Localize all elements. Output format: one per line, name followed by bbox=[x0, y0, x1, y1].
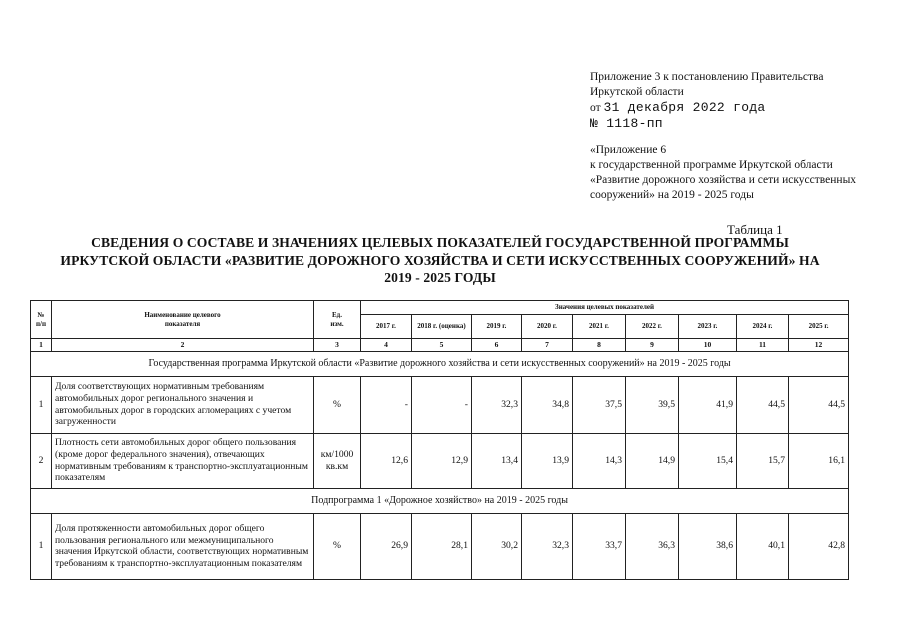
index-cell: 5 bbox=[412, 339, 472, 352]
app6-line4: сооружений» на 2019 - 2025 годы bbox=[590, 189, 754, 201]
row-name: Доля соответствующих нормативным требованиям автомобильных дорог регионального значения и автомобильных дорог в городских агломерациях с учетом загруженности bbox=[52, 376, 314, 433]
index-cell: 12 bbox=[789, 339, 849, 352]
index-cell: 2 bbox=[52, 339, 314, 352]
row-value: 34,8 bbox=[522, 376, 573, 433]
header-year: 2023 г. bbox=[679, 315, 737, 339]
row-value: 16,1 bbox=[789, 433, 849, 488]
row-name: Доля протяженности автомобильных дорог общего пользования регионального или межмуниципального значения Иркутской области, соответствующих нормативным требованиям к транспортно-эксплуатационным показателям bbox=[52, 513, 314, 579]
header-num-text: № п/п bbox=[35, 310, 46, 328]
header-name bbox=[52, 301, 314, 339]
row-value: 13,9 bbox=[522, 433, 573, 488]
appendix-line1: Приложение 3 к постановлению Правительства bbox=[590, 71, 824, 83]
row-unit: км/1000 кв.км bbox=[314, 433, 361, 488]
row-value: 15,4 bbox=[679, 433, 737, 488]
title-line1: СВЕДЕНИЯ О СОСТАВЕ И ЗНАЧЕНИЯХ ЦЕЛЕВЫХ ПОКАЗАТЕЛЕЙ ГОСУДАРСТВЕННОЙ ПРОГРАММЫ bbox=[91, 235, 789, 250]
indicators-table bbox=[30, 300, 849, 580]
row-num: 1 bbox=[31, 376, 52, 433]
appendix-date: 31 декабря 2022 года bbox=[603, 100, 766, 115]
header-year: 2025 г. bbox=[789, 315, 849, 339]
row-name: Плотность сети автомобильных дорог общего пользования (кроме дорог федерального значения), отвечающих нормативным требованиям к транспортно-эксплуатационным показателям bbox=[52, 433, 314, 488]
section-title: Государственная программа Иркутской области «Развитие дорожного хозяйства и сети искусственных сооружений» на 2019 - 2025 годы bbox=[31, 351, 849, 376]
row-value: 38,6 bbox=[679, 513, 737, 579]
appendix-number: № 1118-пп bbox=[590, 116, 663, 131]
date-prefix: от bbox=[590, 102, 601, 114]
table-row bbox=[31, 376, 849, 433]
header-year: 2020 г. bbox=[522, 315, 573, 339]
header-values-group: Значения целевых показателей bbox=[361, 301, 849, 315]
row-value: 32,3 bbox=[522, 513, 573, 579]
row-value: 44,5 bbox=[789, 376, 849, 433]
row-num: 1 bbox=[31, 513, 52, 579]
row-value: 39,5 bbox=[626, 376, 679, 433]
title-line3: 2019 - 2025 ГОДЫ bbox=[384, 270, 496, 285]
header-name-text: Наименование целевого показателя bbox=[144, 310, 221, 328]
header-num bbox=[31, 301, 52, 339]
section-title: Подпрограмма 1 «Дорожное хозяйство» на 2019 - 2025 годы bbox=[31, 488, 849, 513]
row-unit: % bbox=[314, 376, 361, 433]
header-year: 2019 г. bbox=[472, 315, 522, 339]
index-cell: 8 bbox=[573, 339, 626, 352]
index-cell: 1 bbox=[31, 339, 52, 352]
row-value: 14,9 bbox=[626, 433, 679, 488]
appendix-block bbox=[590, 70, 890, 203]
row-value: - bbox=[361, 376, 412, 433]
row-value: 41,9 bbox=[679, 376, 737, 433]
row-value: 13,4 bbox=[472, 433, 522, 488]
row-value: 44,5 bbox=[737, 376, 789, 433]
row-value: 26,9 bbox=[361, 513, 412, 579]
header-year: 2022 г. bbox=[626, 315, 679, 339]
index-cell: 10 bbox=[679, 339, 737, 352]
index-row bbox=[31, 339, 849, 352]
index-cell: 6 bbox=[472, 339, 522, 352]
row-value: 33,7 bbox=[573, 513, 626, 579]
header-year: 2017 г. bbox=[361, 315, 412, 339]
app6-line2: к государственной программе Иркутской области bbox=[590, 159, 833, 171]
page-title bbox=[30, 234, 850, 287]
header-year: 2024 г. bbox=[737, 315, 789, 339]
section-row-program bbox=[31, 351, 849, 376]
header-year: 2018 г. (оценка) bbox=[412, 315, 472, 339]
row-value: 12,6 bbox=[361, 433, 412, 488]
row-value: 30,2 bbox=[472, 513, 522, 579]
row-value: 12,9 bbox=[412, 433, 472, 488]
index-cell: 3 bbox=[314, 339, 361, 352]
header-unit-text: Ед. изм. bbox=[330, 310, 344, 328]
row-num: 2 bbox=[31, 433, 52, 488]
row-value: 37,5 bbox=[573, 376, 626, 433]
appendix-date-line bbox=[590, 100, 890, 116]
row-value: 36,3 bbox=[626, 513, 679, 579]
row-value: 42,8 bbox=[789, 513, 849, 579]
index-cell: 4 bbox=[361, 339, 412, 352]
table-row bbox=[31, 433, 849, 488]
section-row-subprogram bbox=[31, 488, 849, 513]
row-value: 15,7 bbox=[737, 433, 789, 488]
app6-line3: «Развитие дорожного хозяйства и сети искусственных bbox=[590, 174, 857, 186]
index-cell: 9 bbox=[626, 339, 679, 352]
appendix-line2: Иркутской области bbox=[590, 86, 684, 98]
title-line2: ИРКУТСКОЙ ОБЛАСТИ «РАЗВИТИЕ ДОРОЖНОГО ХОЗЯЙСТВА И СЕТИ ИСКУССТВЕННЫХ СООРУЖЕНИЙ» НА bbox=[60, 252, 820, 268]
row-value: - bbox=[412, 376, 472, 433]
app6-line1: «Приложение 6 bbox=[590, 144, 667, 156]
header-unit bbox=[314, 301, 361, 339]
row-value: 32,3 bbox=[472, 376, 522, 433]
row-value: 14,3 bbox=[573, 433, 626, 488]
index-cell: 11 bbox=[737, 339, 789, 352]
row-unit: % bbox=[314, 513, 361, 579]
row-value: 28,1 bbox=[412, 513, 472, 579]
table-label: Таблица 1 bbox=[727, 222, 783, 237]
index-cell: 7 bbox=[522, 339, 573, 352]
table-row bbox=[31, 513, 849, 579]
header-year: 2021 г. bbox=[573, 315, 626, 339]
row-value: 40,1 bbox=[737, 513, 789, 579]
